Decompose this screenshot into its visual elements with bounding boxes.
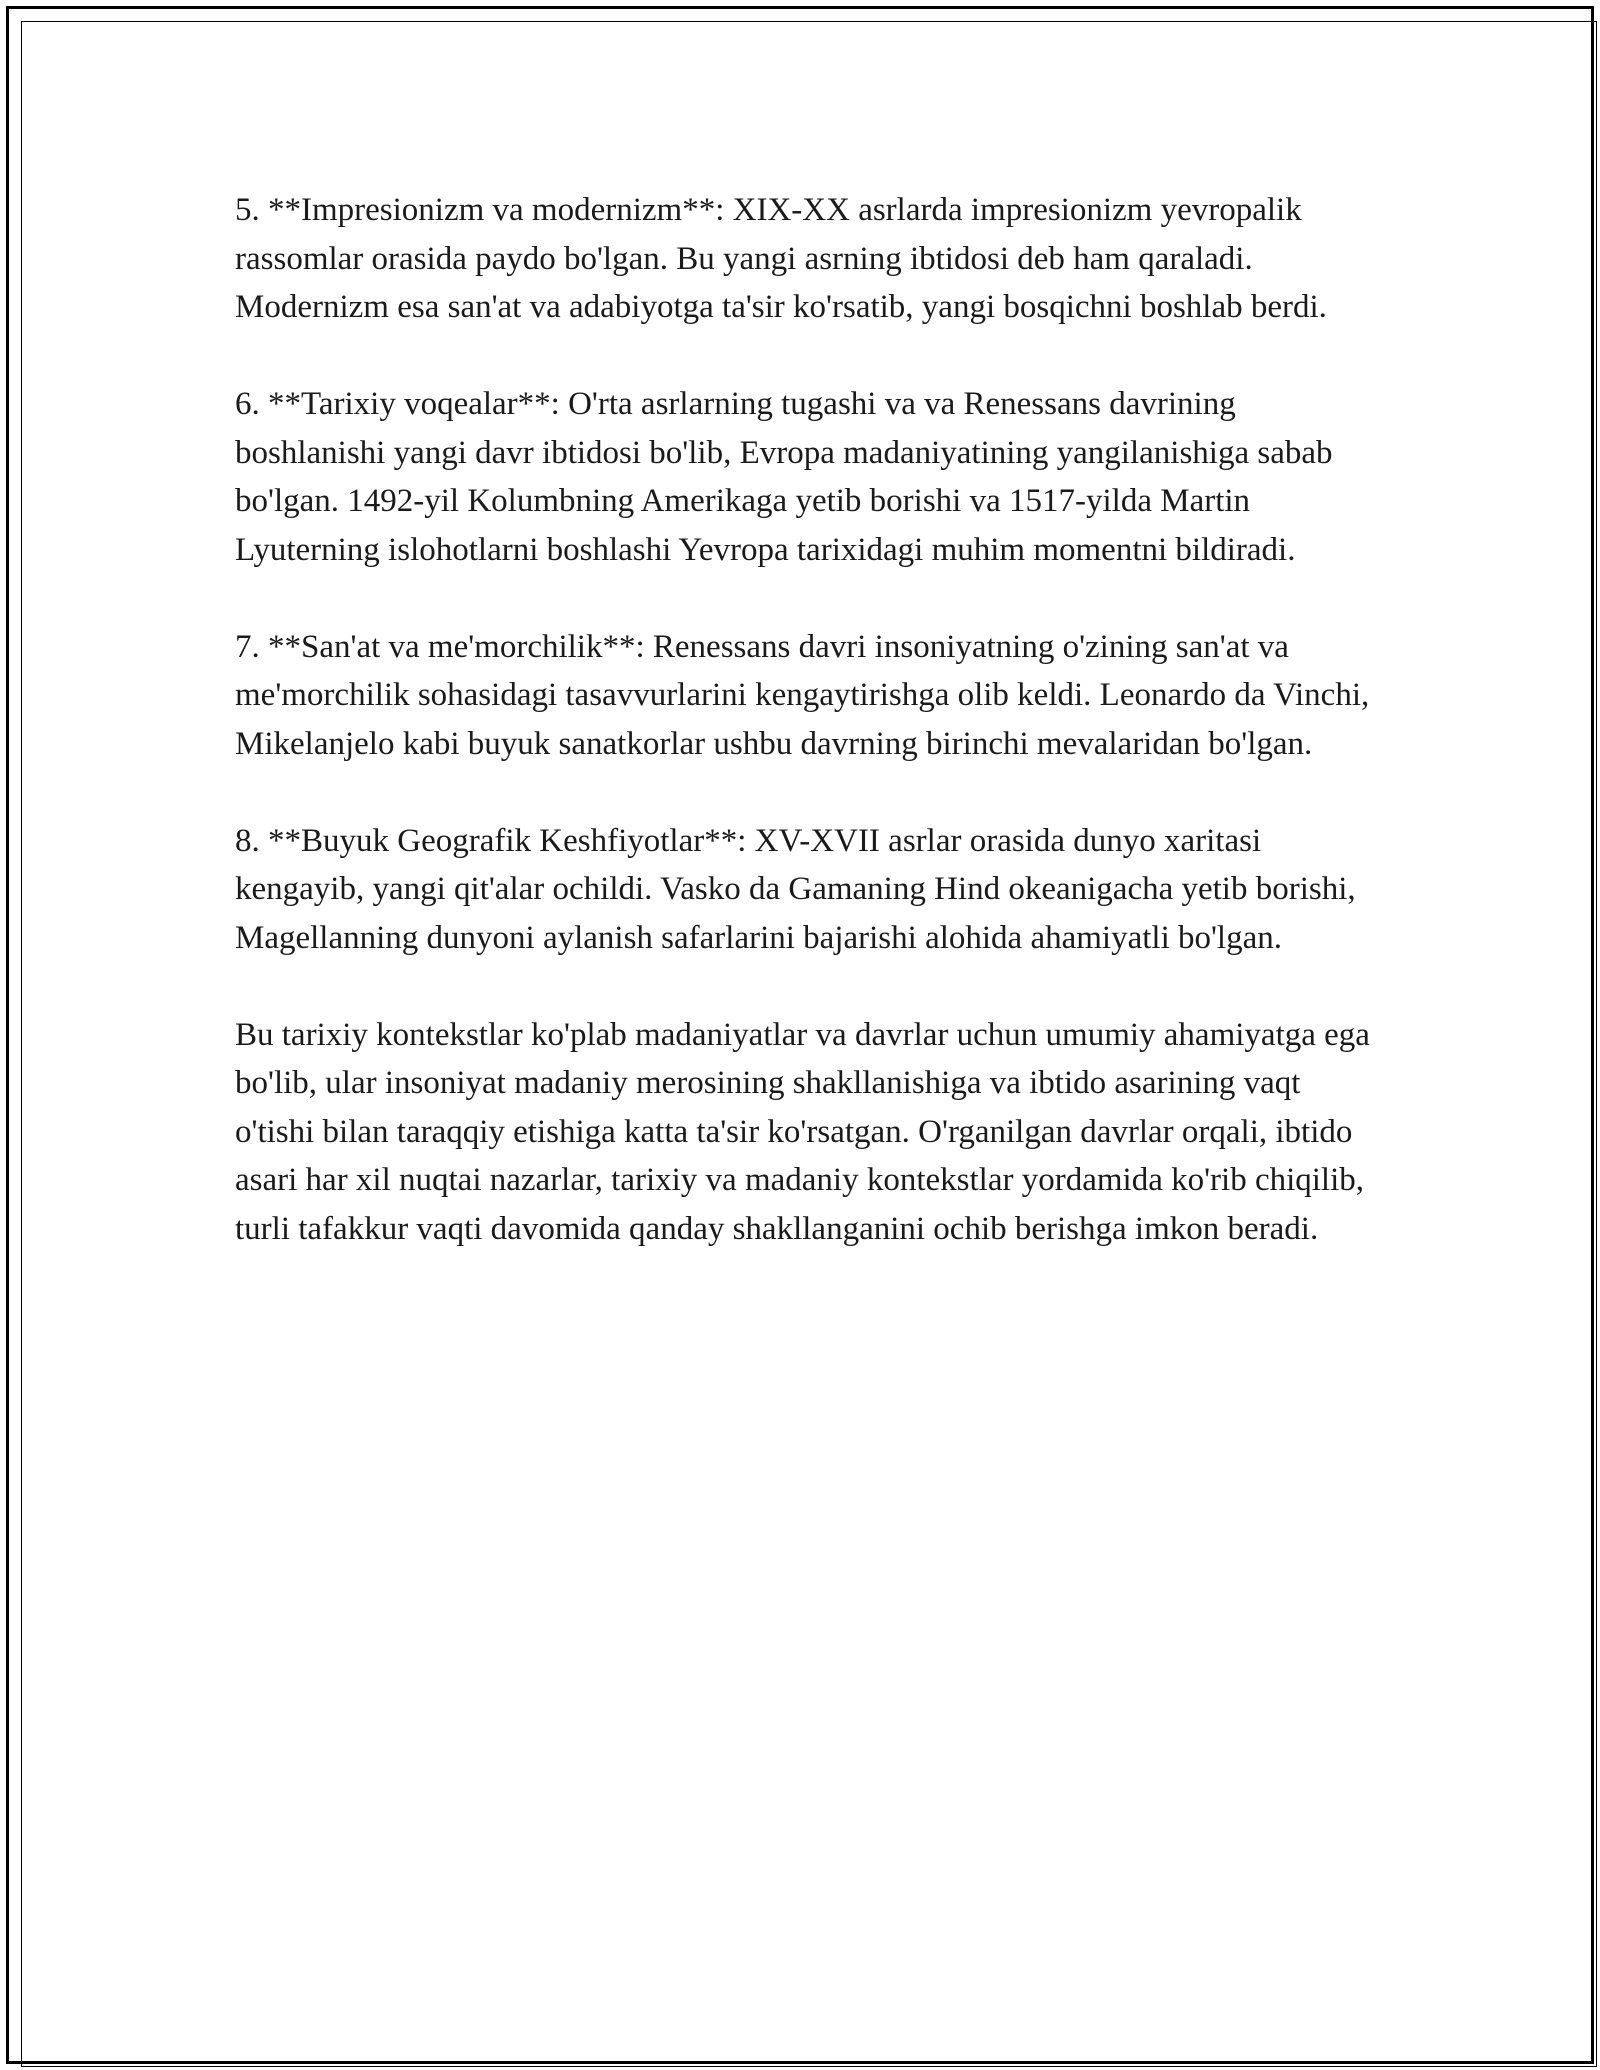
paragraph-conclusion: Bu tarixiy kontekstlar ko'plab madaniyatlar va davrlar uchun umumiy ahamiyatga ega bo'lib, ular insoniyat madaniy merosining shakllanishiga va ibtido asarining vaqt o'tishi bilan taraqqiy etishiga katta ta'sir ko'rsatgan. O'rganilgan davrlar orqali, ibtido asari har xil nuqtai nazarlar, tarixiy va madaniy kontekstlar yordamida ko'rib chiqilib, turli tafakkur vaqti davomida qanday shakllanganini ochib berishga imkon beradi. <box>235 1016 1370 1247</box>
paragraph-sanat-memorchilik: 7. **San'at va me'morchilik**: Renessans davri insoniyatning o'zining san'at va me'morchilik sohasidagi tasavvurlarini kengaytirishga olib keldi. Leonardo da Vinchi, Mikelanjelo kabi buyuk sanatkorlar ushbu davrning birinchi mevalaridan bo'lgan. <box>235 628 1370 762</box>
paragraph-tarixiy-voqealar: 6. **Tarixiy voqealar**: O'rta asrlarning tugashi va va Renessans davrining boshlanishi yangi davr ibtidosi bo'lib, Evropa madaniyatining yangilanishiga sabab bo'lgan. 1492-yil Kolumbning Amerikaga yetib borishi va 1517-yilda Martin Lyuterning islohotlarni boshlashi Yevropa tarixidagi muhim momentni bildiradi. <box>235 386 1333 568</box>
paragraph-impresionizm: 5. **Impresionizm va modernizm**: XIX-XX asrlarda impresionizm yevropalik rassomlar orasida paydo bo'lgan. Bu yangi asrning ibtidosi deb ham qaraladi. Modernizm esa san'at va adabiyotga ta'sir ko'rsatib, yangi bosqichni boshlab berdi. <box>235 192 1327 325</box>
paragraph-geografik-keshfiyotlar: 8. **Buyuk Geografik Keshfiyotlar**: XV-XVII asrlar orasida dunyo xaritasi kengayib, yangi qit'alar ochildi. Vasko da Gamaning Hind okeanigacha yetib borishi, Magellanning dunyoni aylanish safarlarini bajarishi alohida ahamiyatli bo'lgan. <box>235 822 1356 956</box>
document-body <box>235 186 1370 1302</box>
